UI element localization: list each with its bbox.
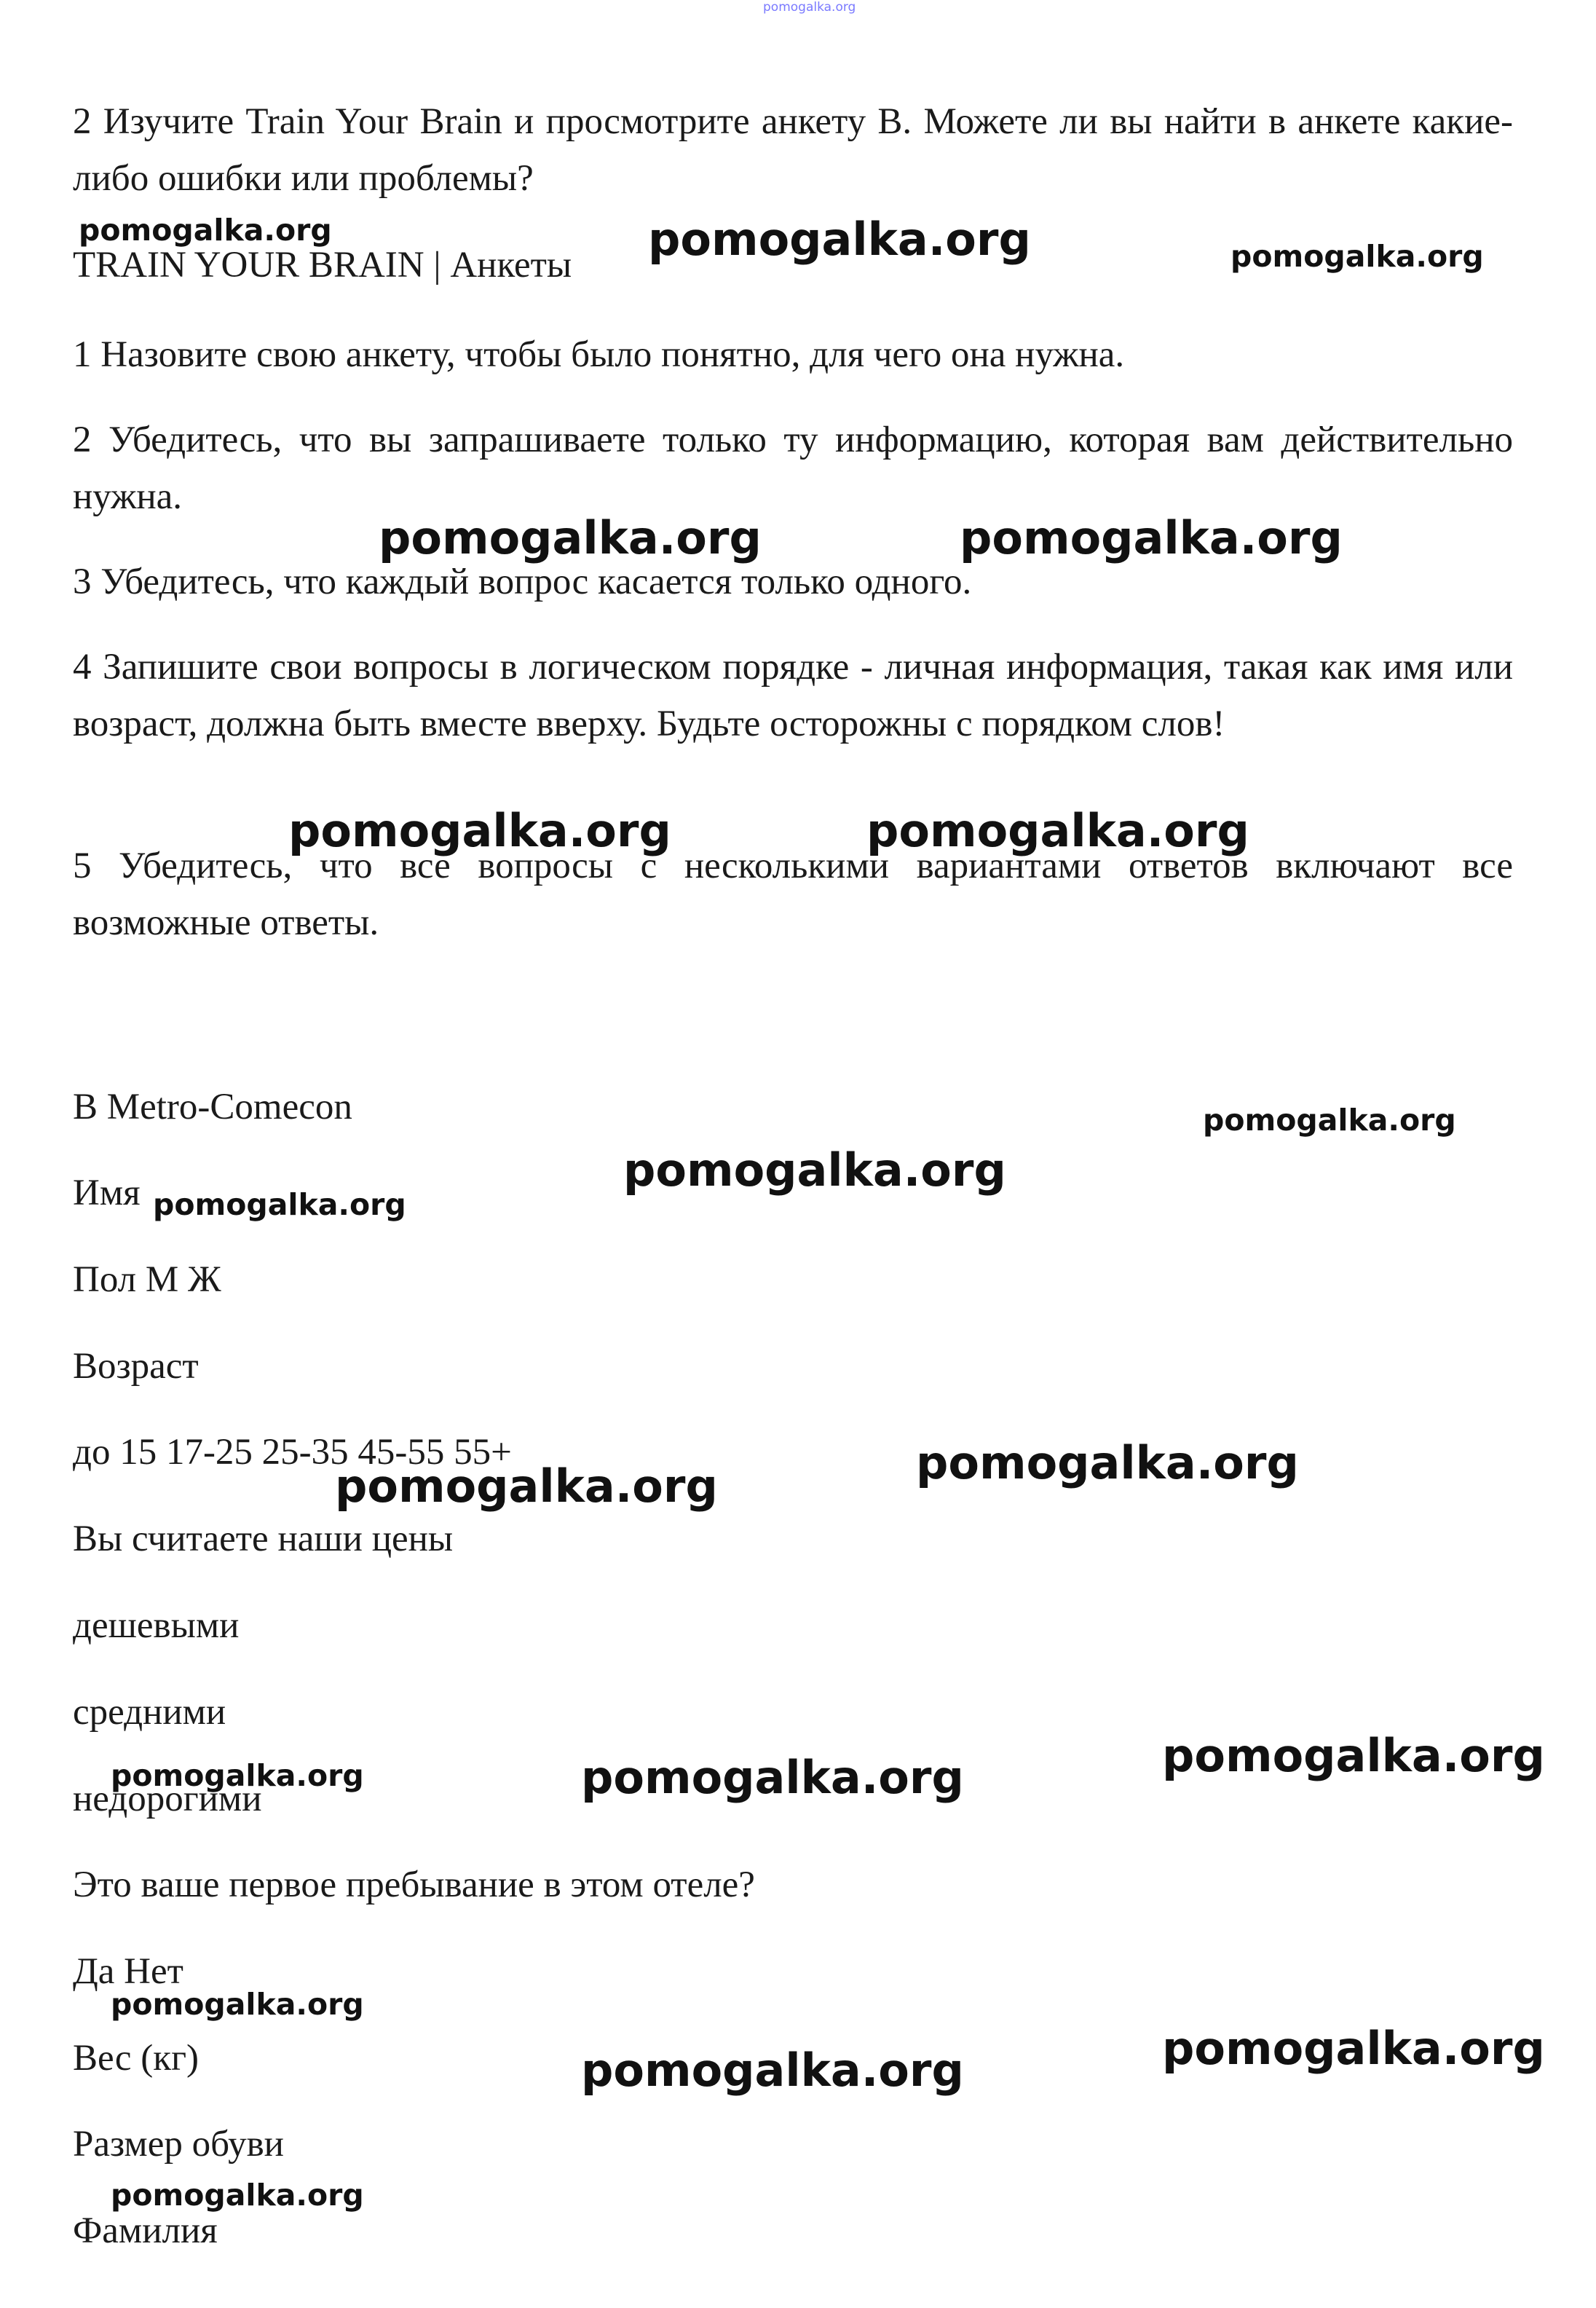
- stay-options: Да Нет: [73, 1951, 183, 1992]
- field-weight-label: Вес (кг): [73, 2038, 199, 2079]
- task-instruction: 2 Изучите Train Your Brain и просмотрите анкету B. Можете ли вы найти в анкете какие-либо ошибки или проблемы?: [73, 101, 1513, 199]
- watermark: pomogalka.org: [623, 1143, 1006, 1197]
- watermark: pomogalka.org: [111, 1987, 364, 2022]
- watermark: pomogalka.org: [866, 804, 1249, 857]
- watermark: pomogalka.org: [581, 1751, 964, 1804]
- watermark: pomogalka.org: [335, 1460, 718, 1513]
- tip-1: 1 Назовите свою анкету, чтобы было понятно, для чего она нужна.: [73, 334, 1125, 375]
- watermark: pomogalka.org: [960, 511, 1343, 564]
- header-site-mark: pomogalka.org: [763, 0, 856, 15]
- field-surname-label: Фамилия: [73, 2210, 218, 2251]
- field-gender-label: Пол М Ж: [73, 1259, 221, 1300]
- price-option-cheap: дешевыми: [73, 1605, 240, 1646]
- watermark: pomogalka.org: [379, 511, 762, 564]
- watermark: pomogalka.org: [1203, 1103, 1456, 1138]
- watermark: pomogalka.org: [581, 2044, 964, 2097]
- section-title: TRAIN YOUR BRAIN | Анкеты: [73, 245, 572, 285]
- tip-4: 4 Запишите свои вопросы в логическом порядке - личная информация, такая как имя или возраст, должна быть вместе вверху. Будьте осторожны с порядком слов!: [73, 647, 1513, 744]
- tip-3: 3 Убедитесь, что каждый вопрос касается только одного.: [73, 562, 972, 602]
- watermark: pomogalka.org: [1230, 239, 1484, 274]
- watermark: pomogalka.org: [153, 1187, 406, 1222]
- price-option-inexpensive: недорогими: [73, 1779, 262, 1819]
- watermark: pomogalka.org: [916, 1436, 1299, 1489]
- watermark: pomogalka.org: [288, 804, 671, 857]
- tip-2: 2 Убедитесь, что вы запрашиваете только ту информацию, которая вам действительно нужна.: [73, 420, 1513, 517]
- questionnaire-title: B Metro-Comecon: [73, 1087, 352, 1127]
- watermark: pomogalka.org: [1162, 2022, 1545, 2075]
- watermark: pomogalka.org: [79, 213, 332, 248]
- watermark: pomogalka.org: [111, 1758, 364, 1793]
- watermark: pomogalka.org: [1162, 1729, 1545, 1782]
- stay-question: Это ваше первое пребывание в этом отеле?: [73, 1864, 755, 1905]
- watermark: pomogalka.org: [648, 213, 1031, 266]
- watermark: pomogalka.org: [111, 2178, 364, 2213]
- field-age-label: Возраст: [73, 1346, 199, 1387]
- price-option-average: средними: [73, 1692, 226, 1733]
- tip-5: 5 Убедитесь, что все вопросы с несколькими вариантами ответов включают все возможные ответы.: [73, 846, 1513, 943]
- field-name-label: Имя: [73, 1173, 141, 1213]
- price-question: Вы считаете наши цены: [73, 1519, 454, 1559]
- age-options: до 15 17-25 25-35 45-55 55+: [73, 1432, 512, 1473]
- field-shoe-size-label: Размер обуви: [73, 2124, 284, 2165]
